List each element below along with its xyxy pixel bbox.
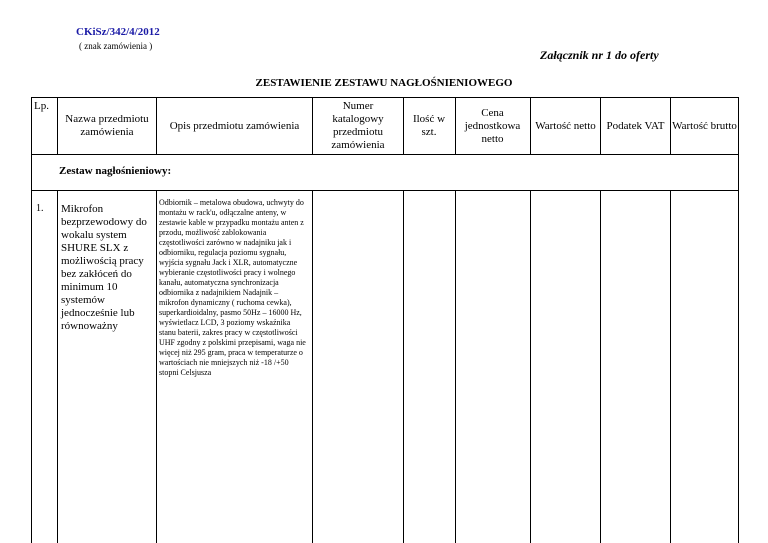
row-description: Odbiornik – metalowa obudowa, uchwyty do montażu w rack'u, odłączalne anteny, w zestawie kable w przypadku montażu anten z przodu, możliwość zablokowania częstotliwości zarówno w nadajniku jak i odbiorniku, regulacja poziomu sygnału, wyjścia sygnału Jack i XLR, automatyczne wybieranie częstotliwości pracy i wolnego kanału, automatyczna synchronizacja odbiornika z nadajnikiem Nadajnik – mikrofon dynamiczny ( ruchoma cewka), superkardioidalny, pasmo 50Hz – 16000 Hz, wyświetlacz LCD, 3 poziomy wskaźnika stanu baterii, zakres pracy w częstotliwości UHF zgodny z polskimi przepisami, waga nie więcej niż 295 gram, praca w temperaturze o wartościach nie mniejszych niż -18 /+50 stopni Celsjusza: [159, 198, 306, 377]
table-border-left: [31, 97, 32, 543]
column-header-item-name: Nazwa przedmiotu zamówienia: [65, 113, 149, 138]
column-header-value-net: Wartość netto: [535, 119, 596, 132]
header-row-divider: [31, 154, 739, 155]
column-header-catalog-number: Numer katalogowy przedmiotu zamówienia: [331, 100, 385, 151]
column-header-quantity: Ilość w szt.: [412, 113, 446, 138]
col-divider-header: [455, 97, 456, 154]
col-divider-body: [600, 190, 601, 543]
section-label: Zestaw nagłośnieniowy:: [59, 165, 172, 177]
col-divider-body: [670, 190, 671, 543]
annex-label: Załącznik nr 1 do oferty: [540, 48, 659, 62]
reference-caption: ( znak zamówienia ): [79, 41, 153, 51]
column-header-value-gross: Wartość brutto: [672, 119, 737, 132]
col-divider-body: [312, 190, 313, 543]
column-header-unit-price: Cena jednostkowa netto: [464, 106, 521, 145]
col-divider-header: [312, 97, 313, 154]
col-divider-header: [403, 97, 404, 154]
document-title: ZESTAWIENIE ZESTAWU NAGŁOŚNIENIOWEGO: [255, 77, 513, 89]
column-header-description: Opis przedmiotu zamówienia: [169, 119, 300, 132]
section-row-divider: [31, 190, 739, 191]
row-lp: 1.: [36, 203, 44, 214]
col-divider-body: [57, 190, 58, 543]
reference-number: CKiSz/342/4/2012: [76, 26, 160, 38]
col-divider-body: [530, 190, 531, 543]
column-header-lp: Lp.: [34, 100, 49, 112]
row-item-name: Mikrofon bezprzewodowy do wokalu system SHURE SLX z możliwością pracy bez zakłóceń do minimum 10 systemów jednocześnie lub równoważny: [61, 203, 147, 332]
column-header-vat: Podatek VAT: [606, 119, 665, 132]
col-divider-body: [403, 190, 404, 543]
col-divider-body: [455, 190, 456, 543]
col-divider-body: [156, 190, 157, 543]
table-border-right: [738, 97, 739, 543]
